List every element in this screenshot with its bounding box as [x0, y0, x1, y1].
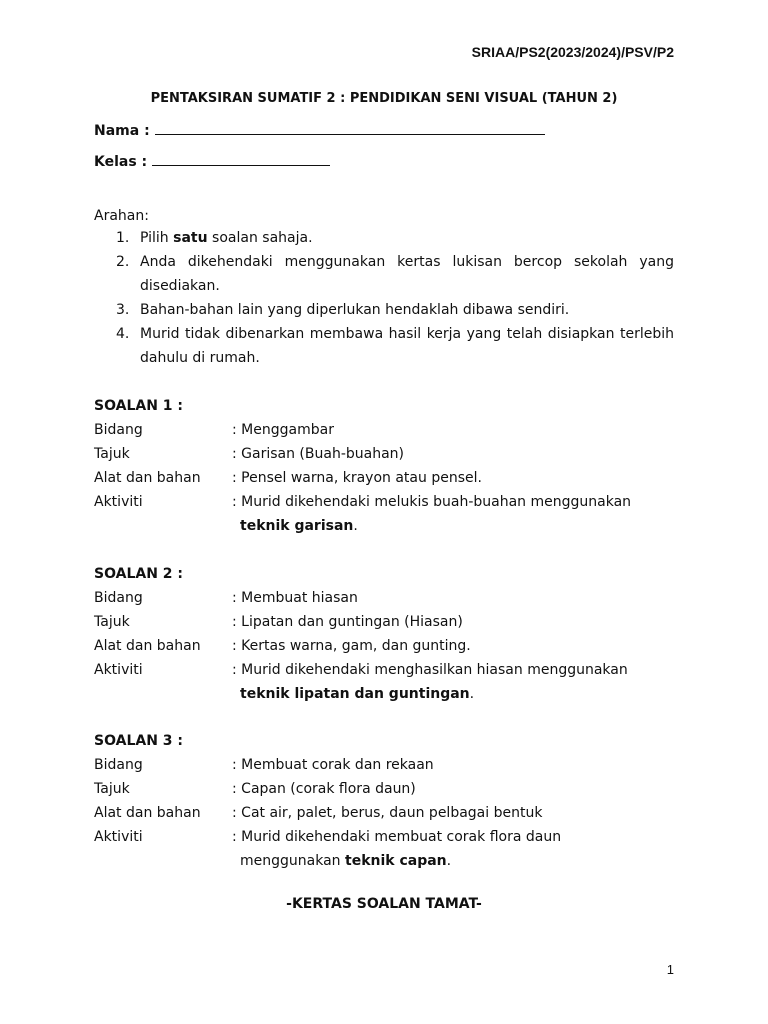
- page-number: 1: [666, 962, 674, 977]
- soalan-1-section: [94, 394, 694, 538]
- tajuk-label: Tajuk: [94, 614, 130, 630]
- tajuk-value: : Lipatan dan guntingan (Hiasan): [232, 614, 463, 630]
- bidang-label: Bidang: [94, 590, 143, 606]
- aktiviti-label: Aktiviti: [94, 494, 143, 510]
- aktiviti-label: Aktiviti: [94, 829, 143, 845]
- tajuk-label: Tajuk: [94, 781, 130, 797]
- bidang-label: Bidang: [94, 422, 143, 438]
- soalan-2-section: [94, 562, 694, 706]
- end-of-paper: -KERTAS SOALAN TAMAT-: [286, 896, 482, 912]
- instruction-text: Bahan-bahan lain yang diperlukan hendaklah dibawa sendiri.: [140, 302, 570, 318]
- kelas-label: Kelas :: [94, 154, 148, 170]
- aktiviti-value: : Murid dikehendaki menghasilkan hiasan menggunakan: [232, 662, 628, 678]
- soalan-heading: SOALAN 2 :: [94, 566, 184, 582]
- aktiviti-cont-text: menggunakan: [240, 853, 345, 869]
- instruction-text: Murid tidak dibenarkan membawa hasil kerja yang telah disiapkan terlebih dahulu di rumah.: [140, 326, 674, 366]
- soalan-heading: SOALAN 1 :: [94, 398, 184, 414]
- instruction-number: 1.: [116, 230, 130, 246]
- bidang-value: : Membuat hiasan: [232, 590, 358, 606]
- instruction-number: 4.: [116, 326, 130, 342]
- arahan-label: Arahan:: [94, 208, 149, 224]
- instruction-item: [94, 322, 674, 370]
- instruction-number: 3.: [116, 302, 130, 318]
- aktiviti-cont-text: .: [353, 518, 358, 534]
- aktiviti-continuation: [94, 514, 694, 538]
- soalan-heading: SOALAN 3 :: [94, 733, 184, 749]
- alat-label: Alat dan bahan: [94, 470, 201, 486]
- alat-label: Alat dan bahan: [94, 638, 201, 654]
- aktiviti-value: : Murid dikehendaki melukis buah-buahan menggunakan: [232, 494, 632, 510]
- bidang-value: : Membuat corak dan rekaan: [232, 757, 434, 773]
- document-code: SRIAA/PS2(2023/2024)/PSV/P2: [471, 44, 674, 60]
- alat-value: : Kertas warna, gam, dan gunting.: [232, 638, 471, 654]
- aktiviti-continuation: [94, 849, 694, 873]
- instruction-text: Anda dikehendaki menggunakan kertas lukisan bercop sekolah yang disediakan.: [140, 254, 674, 294]
- instruction-item: [94, 250, 674, 298]
- instruction-bold: satu: [173, 230, 208, 246]
- tajuk-value: : Garisan (Buah-buahan): [232, 446, 405, 462]
- document-title: PENTAKSIRAN SUMATIF 2 : PENDIDIKAN SENI VISUAL (TAHUN 2): [150, 91, 618, 106]
- instruction-number: 2.: [116, 254, 130, 270]
- instruction-list: [94, 226, 674, 370]
- alat-value: : Cat air, palet, berus, daun pelbagai bentuk: [232, 805, 543, 821]
- instruction-text: Pilih: [140, 230, 174, 246]
- aktiviti-label: Aktiviti: [94, 662, 143, 678]
- instruction-item: [94, 226, 674, 250]
- aktiviti-cont-text: .: [446, 853, 452, 869]
- bidang-value: : Menggambar: [232, 422, 334, 438]
- teknik-bold: teknik lipatan dan guntingan: [240, 686, 470, 702]
- instruction-item: [94, 298, 674, 322]
- soalan-3-section: [94, 729, 694, 873]
- nama-label: Nama :: [94, 123, 150, 139]
- teknik-bold: teknik capan: [345, 853, 447, 869]
- tajuk-value: : Capan (corak flora daun): [232, 781, 416, 797]
- nama-blank-line: [155, 122, 545, 135]
- alat-label: Alat dan bahan: [94, 805, 201, 821]
- aktiviti-continuation: [94, 682, 694, 706]
- alat-value: : Pensel warna, krayon atau pensel.: [232, 470, 482, 486]
- aktiviti-value: : Murid dikehendaki membuat corak flora daun: [232, 829, 562, 845]
- kelas-field: [94, 153, 330, 170]
- instruction-text: soalan sahaja.: [207, 230, 313, 246]
- tajuk-label: Tajuk: [94, 446, 130, 462]
- teknik-bold: teknik garisan: [240, 518, 354, 534]
- bidang-label: Bidang: [94, 757, 143, 773]
- aktiviti-cont-text: .: [469, 686, 475, 702]
- nama-field: [94, 122, 545, 139]
- kelas-blank-line: [152, 153, 330, 166]
